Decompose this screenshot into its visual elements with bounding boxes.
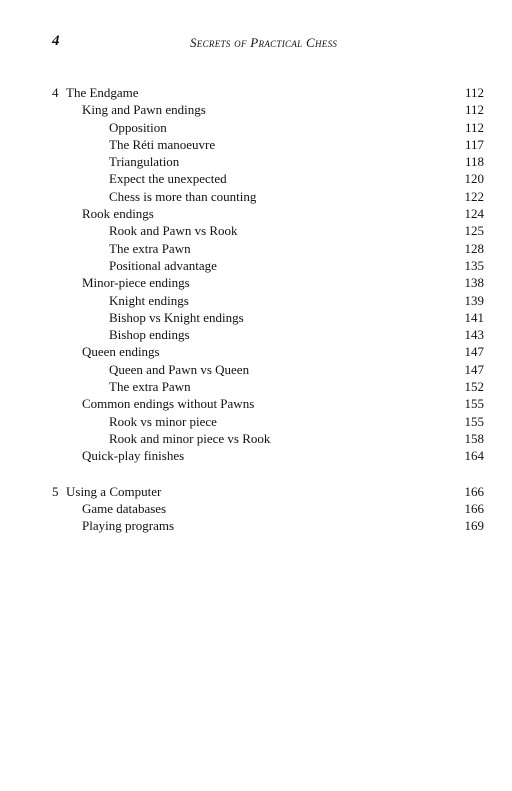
toc-entry-title: Game databases [82,500,167,516]
toc-entry [52,500,484,517]
toc-page-number: 166 [464,483,484,499]
page-number: 4 [52,33,60,49]
toc-entry [52,240,484,257]
toc-entry-title: Queen and Pawn vs Queen [109,361,250,377]
running-head: Secrets of Practical Chess [190,35,338,50]
toc-entry-title: Rook endings [82,206,154,222]
toc-entry [52,309,484,326]
chapter-number: 4 [52,85,59,100]
toc-entry-title: Triangulation [109,154,180,170]
toc-page-number: 155 [464,413,484,429]
toc-page-number: 138 [464,275,484,291]
toc-page-number: 128 [464,240,484,256]
toc-page-number: 125 [464,223,484,239]
toc-entry [52,222,484,239]
toc-entry-title: Minor-piece endings [82,275,190,291]
toc-page-number: 141 [464,309,484,325]
table-of-contents [52,84,484,552]
toc-entry-title: Rook and minor piece vs Rook [109,430,271,446]
toc-page-number: 169 [464,518,484,534]
toc-page-number: 147 [464,361,484,377]
toc-page-number: 118 [464,154,484,170]
toc-page-number: 112 [464,102,484,118]
toc-entry-title: Expect the unexpected [109,171,227,187]
toc-entry-title: Common endings without Pawns [82,396,255,412]
toc-entry-title: Rook and Pawn vs Rook [109,223,238,239]
toc-entry [52,257,484,274]
toc-entry [52,136,484,153]
toc-page-number: 120 [464,171,484,187]
toc-entry [52,292,484,309]
toc-entry [52,413,484,430]
toc-page-number: 147 [464,344,484,360]
toc-entries [52,500,484,535]
toc-page-number: 112 [464,85,484,100]
toc-entry [52,395,484,412]
toc-chapter-4 [52,84,484,465]
toc-page-number: 164 [464,448,484,464]
toc-entry [52,188,484,205]
toc-entry [52,378,484,395]
toc-entry [52,170,484,187]
toc-entry-title: Rook vs minor piece [109,413,217,429]
chapter-title-text: The Endgame [66,85,139,100]
toc-page-number: 152 [464,379,484,395]
toc-entry [52,274,484,291]
toc-page-number: 139 [464,292,484,308]
toc-entry-title: Bishop vs Knight endings [109,309,244,325]
toc-entry [52,430,484,447]
toc-chapter-title [52,84,139,101]
toc-entry-title: Quick-play finishes [82,448,185,464]
toc-entry-title: King and Pawn endings [82,102,206,118]
toc-entry-title: Knight endings [109,292,189,308]
toc-entry [52,101,484,118]
toc-entry-title: Playing programs [82,518,175,534]
toc-entry-title: Positional advantage [109,257,217,273]
toc-page-number: 122 [464,188,484,204]
toc-entry-title: The extra Pawn [109,379,191,395]
toc-entry-title: Chess is more than counting [109,188,257,204]
toc-page-number: 166 [464,500,484,516]
toc-entry [52,153,484,170]
toc-entry-title: Queen endings [82,344,160,360]
toc-page-number: 143 [464,327,484,343]
toc-entry-title: Opposition [109,119,167,135]
toc-entries [52,101,484,464]
toc-entry [52,447,484,464]
toc-chapter-title [52,483,161,500]
toc-entry [52,119,484,136]
toc-page-number: 158 [464,430,484,446]
toc-entry [52,517,484,534]
toc-page-number: 135 [464,257,484,273]
toc-page-number: 117 [464,136,484,152]
toc-page-number: 112 [464,119,484,135]
toc-entry [52,343,484,360]
toc-entry-title: The extra Pawn [109,240,191,256]
toc-page-number: 124 [464,206,484,222]
toc-page-number: 155 [464,396,484,412]
toc-entry-title: The Réti manoeuvre [109,136,216,152]
chapter-number: 5 [52,483,59,499]
toc-chapter-5 [52,483,484,535]
toc-entry-title: Bishop endings [109,327,190,343]
toc-entry [52,326,484,343]
chapter-title-text: Using a Computer [66,483,162,499]
toc-chapter-heading [52,483,484,500]
toc-entry [52,361,484,378]
toc-chapter-heading [52,84,484,101]
toc-entry [52,205,484,222]
